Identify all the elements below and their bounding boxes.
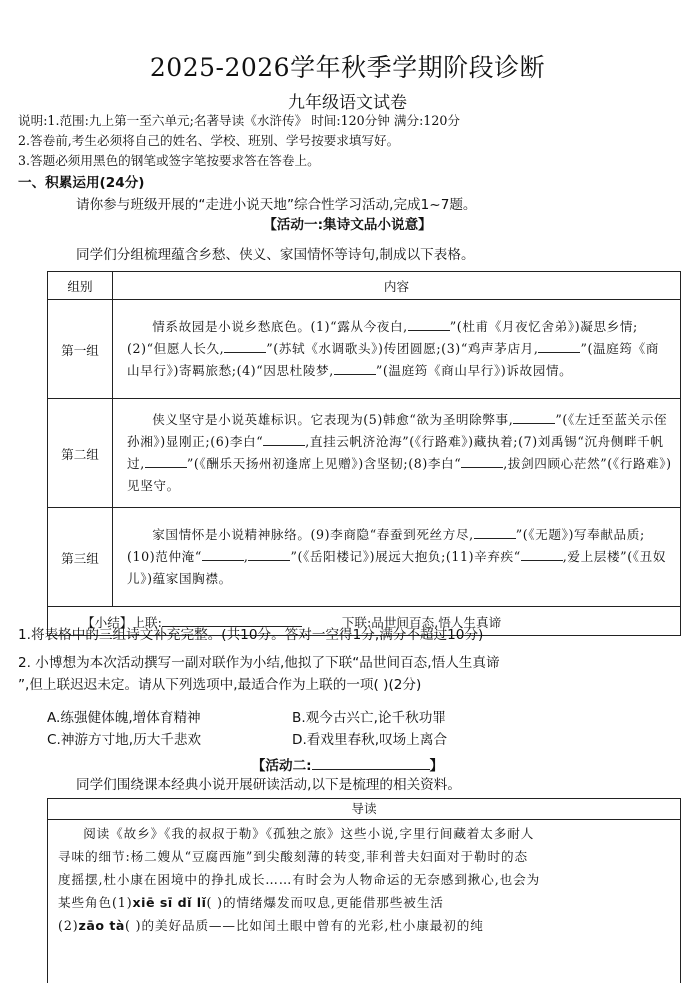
table-text: ,直挂云帆济沧海”(《行路难》)藏执着;(7)刘禹锡“沉舟侧畔千帆过, <box>127 434 664 471</box>
table-text: ”(苏轼《水调歌头》)传团圆愿;(3)“鸡声茅店月, <box>266 341 539 356</box>
table-text: ”(《左迁至蓝关示侄孙湘》)显刚正;(6)李白“ <box>127 412 668 449</box>
group-content <box>113 399 681 508</box>
table-header-row <box>48 272 681 300</box>
table-text: ”(温庭筠《商山早行》)诉故园情。 <box>375 363 573 378</box>
reading-box-heading: 导读 <box>48 799 680 820</box>
table-row <box>48 300 681 399</box>
table-text: ”(杜甫《月夜忆舍弟》)凝思乡情;(2)“但愿人长久, <box>127 319 638 356</box>
page-title: 2025-2026学年秋季学期阶段诊断 <box>149 53 546 82</box>
section-heading: 一、积累运用(24分) <box>18 175 145 191</box>
poetry-table <box>47 271 681 636</box>
reading-line: 寻味的细节:杨二嫂从“豆腐西施”到尖酸刻薄的转变,菲利普夫妇面对于勒时的态 <box>58 849 529 864</box>
activity2-title <box>0 756 695 775</box>
instruction-line-2: 2.答卷前,考生必须将自己的姓名、学校、班别、学号按要求填写好。 <box>18 133 400 148</box>
answer-blank[interactable] <box>461 454 503 468</box>
reading-line <box>58 891 670 914</box>
answer-blank[interactable] <box>145 454 187 468</box>
table-row <box>48 399 681 508</box>
question-1: 1.将表格中的三组诗文补充完整。(共10分。答对一空得1分,满分不超过10分) <box>18 627 484 643</box>
summary-prefix: 【小结】上联: <box>82 614 162 630</box>
table-text: ”(温庭筠《商山早行》)寄羁旅愁;(4)“因思杜陵梦, <box>127 341 659 378</box>
reading-line: 阅读《故乡》《我的叔叔于勒》《孤独之旅》这些小说,字里行间藏着太多耐人 <box>83 826 535 841</box>
instruction-line-3: 3.答题必须用黑色的钢笔或签字笔按要求答在答卷上。 <box>18 153 320 168</box>
answer-blank[interactable] <box>248 547 290 561</box>
table-row <box>48 508 681 607</box>
answer-blank[interactable] <box>408 317 450 331</box>
answer-blank[interactable] <box>202 547 244 561</box>
reading-box <box>47 798 681 983</box>
answer-blank[interactable] <box>513 410 555 424</box>
reading-text: ( )的美好品质——比如闰土眼中曾有的光彩,杜小康最初的纯 <box>124 918 484 933</box>
table-text: ”(《无题》)写奉献品质;(10)范仲淹“ <box>127 527 645 564</box>
answer-blank[interactable] <box>263 432 305 446</box>
activity1-intro: 同学们分组梳理蕴含乡愁、侠义、家国情怀等诗句,制成以下表格。 <box>76 247 475 263</box>
summary-suffix: 下联:品世间百态,悟人生真谛 <box>341 614 502 630</box>
activity2-title-blank[interactable] <box>312 756 430 770</box>
table-text: , <box>243 549 249 564</box>
reading-line <box>58 914 670 937</box>
option-a[interactable]: A.练强健体魄,增体育精神 <box>47 710 201 726</box>
page-subtitle: 九年级语文试卷 <box>288 93 407 113</box>
table-header-content: 内容 <box>113 272 681 300</box>
couplet-upper-blank[interactable] <box>162 613 302 627</box>
group-label: 第三组 <box>48 508 113 607</box>
table-text: 侠义坚守是小说英雄标识。它表现为(5)韩愈“欲为圣明除弊事, <box>152 412 514 427</box>
table-text: ”(《酬乐天扬州初逢席上见赠》)含坚韧;(8)李白“ <box>186 456 462 471</box>
table-text: ”(《岳阳楼记》)展远大抱负;(11)辛弃疾“ <box>290 549 521 564</box>
option-d[interactable]: D.看戏里春秋,叹场上离合 <box>292 732 448 748</box>
option-b[interactable]: B.观今古兴亡,论千秋功罪 <box>292 710 446 726</box>
option-c[interactable]: C.神游方寸地,历大千悲欢 <box>47 732 202 748</box>
answer-blank[interactable] <box>538 339 580 353</box>
table-text: 家国情怀是小说精神脉络。(9)李商隐“春蚕到死丝方尽, <box>152 527 474 542</box>
table-text: ,爱上层楼”(《丑奴儿》)蕴家国胸襟。 <box>127 549 667 586</box>
section-intro: 请你参与班级开展的“走进小说天地”综合性学习活动,完成1~7题。 <box>76 197 477 213</box>
activity1-title: 【活动一:集诗文品小说意】 <box>263 217 432 233</box>
reading-text: (2) <box>58 918 79 933</box>
question-2-line-2: ”,但上联迟迟未定。请从下列选项中,最适合作为上联的一项( )(2分) <box>18 677 422 693</box>
pinyin-prompt: xiē sī dǐ lǐ <box>132 895 207 910</box>
pinyin-prompt: zāo tà <box>78 918 125 933</box>
answer-blank[interactable] <box>474 525 516 539</box>
reading-box-body <box>48 820 680 937</box>
table-text: 情系故园是小说乡愁底色。(1)“露从今夜白, <box>152 319 408 334</box>
reading-line: 度摇摆,杜小康在困境中的挣扎成长……有时会为人物命运的无奈感到揪心,也会为 <box>58 872 541 887</box>
table-text: ,拔剑四顾心茫然”(《行路难》)见坚守。 <box>127 456 672 493</box>
answer-blank[interactable] <box>334 361 376 375</box>
instruction-line-1: 说明:1.范围:九上第一至六单元;名著导读《水浒传》 时间:120分钟 满分:120分 <box>18 113 460 128</box>
answer-blank[interactable] <box>521 547 563 561</box>
activity2-title-prefix: 【活动二: <box>251 758 312 774</box>
question-2-line-1: 2. 小博想为本次活动撰写一副对联作为小结,他拟了下联“品世间百态,悟人生真谛 <box>18 655 500 671</box>
group-label: 第二组 <box>48 399 113 508</box>
group-label: 第一组 <box>48 300 113 399</box>
table-header-group: 组别 <box>48 272 113 300</box>
reading-text: ( )的情绪爆发而叹息,更能借那些被生活 <box>206 895 444 910</box>
activity2-title-suffix: 】 <box>429 758 444 774</box>
reading-text: 某些角色(1) <box>58 895 133 910</box>
answer-blank[interactable] <box>224 339 266 353</box>
activity2-intro: 同学们围绕课本经典小说开展研读活动,以下是梳理的相关资料。 <box>76 777 461 793</box>
group-content <box>113 508 681 607</box>
group-content <box>113 300 681 399</box>
